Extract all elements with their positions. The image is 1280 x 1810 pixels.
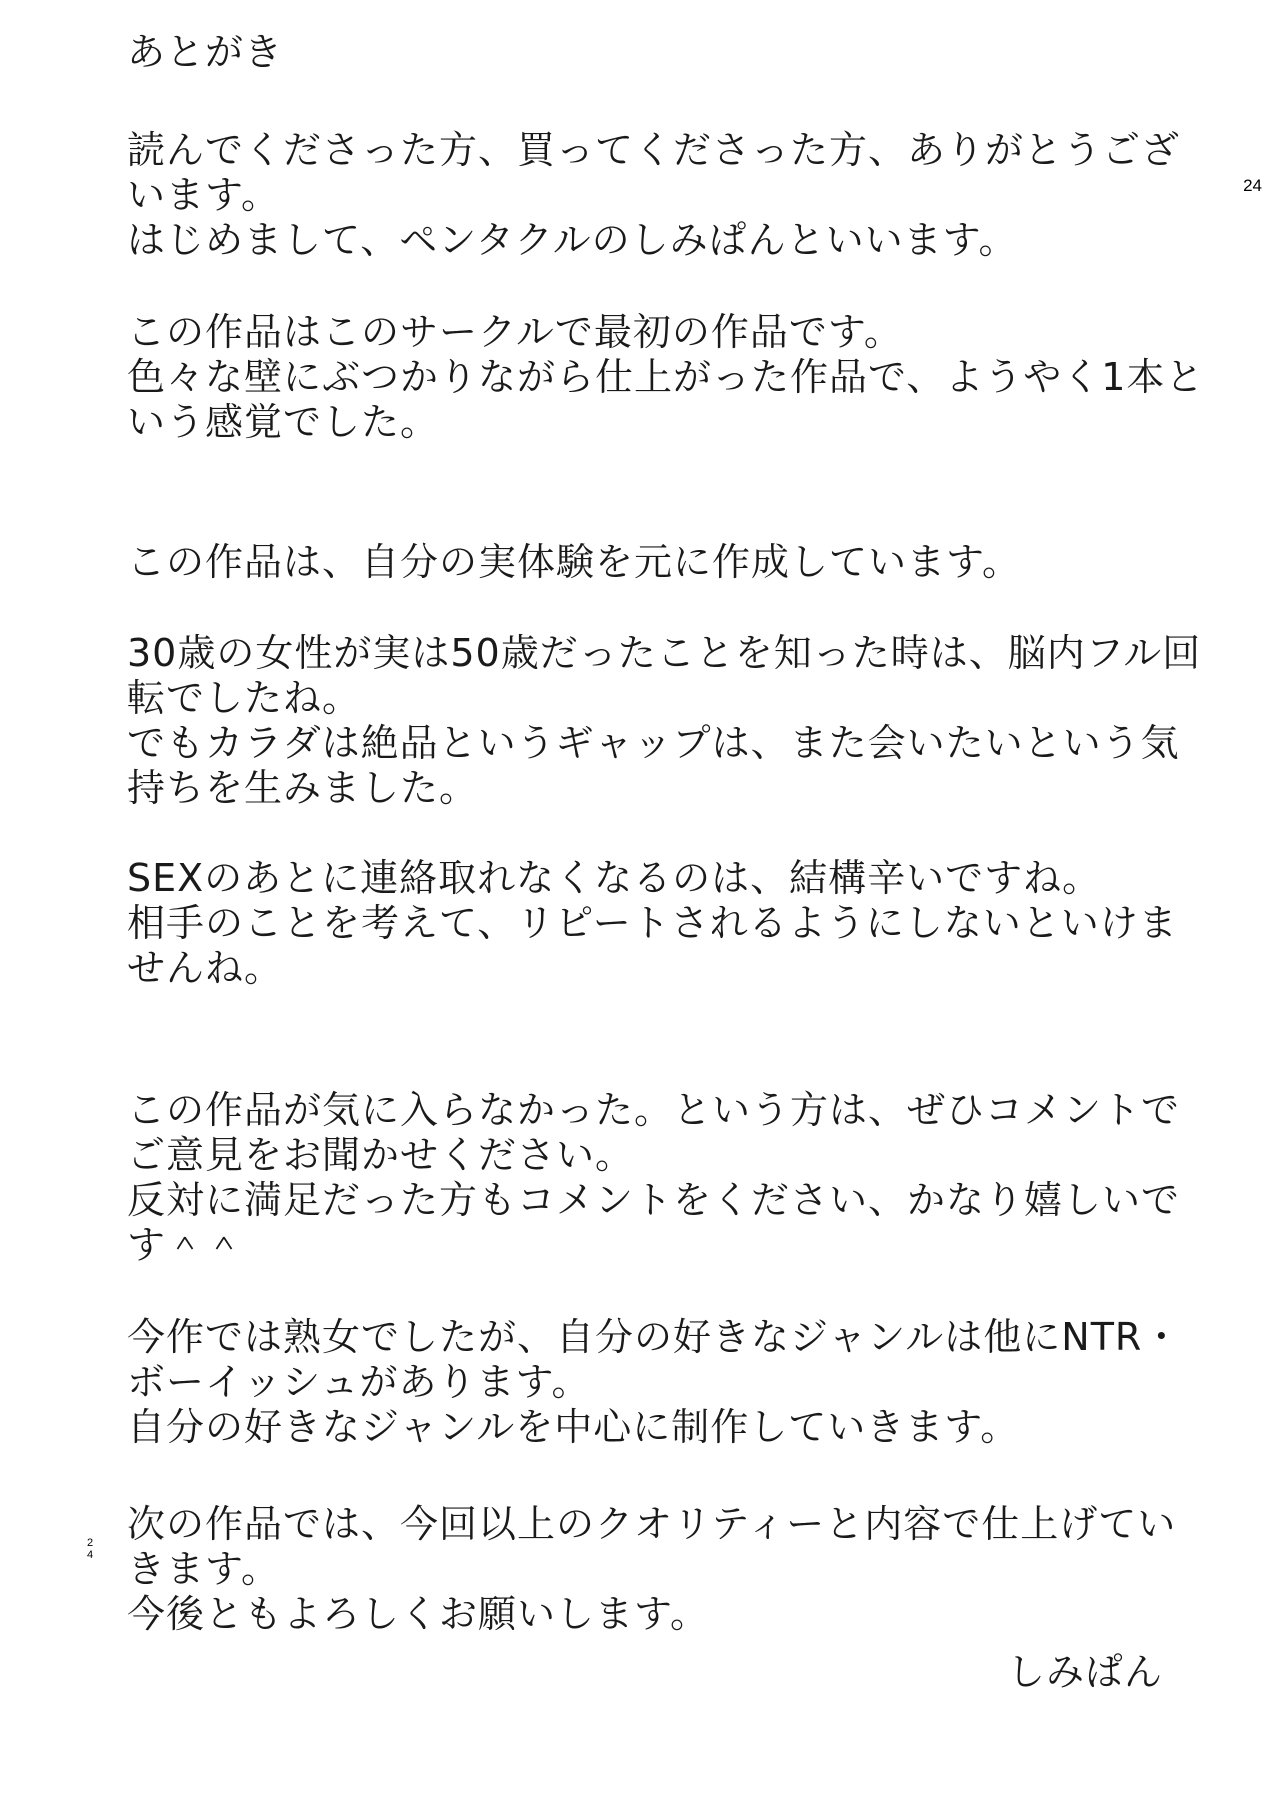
paragraph-line: この作品はこのサークルで最初の作品です。 xyxy=(127,310,903,354)
paragraph-line: 持ちを生みました。 xyxy=(127,766,479,810)
paragraph-line: ボーイッシュがあります。 xyxy=(127,1360,591,1404)
paragraph-line: 色々な壁にぶつかりながら仕上がった作品で、ようやく1本と xyxy=(127,355,1205,399)
paragraph-line: でもカラダは絶品というギャップは、また会いたいという気 xyxy=(127,721,1180,765)
paragraph-line: この作品が気に入らなかった。という方は、ぜひコメントで xyxy=(127,1088,1181,1132)
paragraph-line: 30歳の女性が実は50歳だったことを知った時は、脳内フル回 xyxy=(127,631,1202,675)
paragraph-line: 転でしたね。 xyxy=(127,676,362,720)
paragraph-experience xyxy=(127,540,1021,585)
paragraph-line: いう感覚でした。 xyxy=(127,400,440,444)
paragraph-greeting xyxy=(127,128,1180,263)
author-signature: しみぱん xyxy=(1007,1650,1164,1694)
paragraph-line: 今作では熟女でしたが、自分の好きなジャンルは他にNTR・ xyxy=(127,1315,1182,1359)
page-title xyxy=(127,30,283,75)
paragraph-line: 反対に満足だった方もコメントをください、かなり嬉しいで xyxy=(127,1178,1181,1222)
paragraph-line: す＾＾ xyxy=(127,1223,245,1267)
paragraph-line: 今後ともよろしくお願いします。 xyxy=(127,1592,709,1636)
paragraph-line: 自分の好きなジャンルを中心に制作していきます。 xyxy=(127,1405,1020,1449)
paragraph-line: SEXのあとに連絡取れなくなるのは、結構辛いですね。 xyxy=(127,856,1102,900)
paragraph-contact xyxy=(127,856,1178,991)
paragraph-next-work xyxy=(127,1502,1176,1637)
paragraph-first-work xyxy=(127,310,1204,445)
paragraph-line: この作品は、自分の実体験を元に作成しています。 xyxy=(127,540,1021,584)
paragraph-line: せんね。 xyxy=(127,946,284,990)
paragraph-line: 次の作品では、今回以上のクオリティーと内容で仕上げてい xyxy=(127,1502,1177,1546)
paragraph-feedback xyxy=(127,1088,1180,1268)
paragraph-line: ご意見をお聞かせください。 xyxy=(127,1133,635,1177)
paragraph-line: きます。 xyxy=(127,1547,280,1591)
page-number-top: 24 xyxy=(1243,176,1262,195)
title-text: あとがき xyxy=(127,30,284,74)
paragraph-line: 読んでくださった方、買ってくださった方、ありがとうござ xyxy=(127,128,1181,172)
paragraph-line: 相手のことを考えて、リピートされるようにしないといけま xyxy=(127,901,1178,945)
paragraph-age xyxy=(127,631,1201,811)
paragraph-line: はじめまして、ペンタクルのしみぱんといいます。 xyxy=(127,218,1018,262)
page-number-side: 24 xyxy=(86,1537,94,1561)
paragraph-genres xyxy=(127,1315,1181,1450)
paragraph-line: います。 xyxy=(127,173,280,217)
